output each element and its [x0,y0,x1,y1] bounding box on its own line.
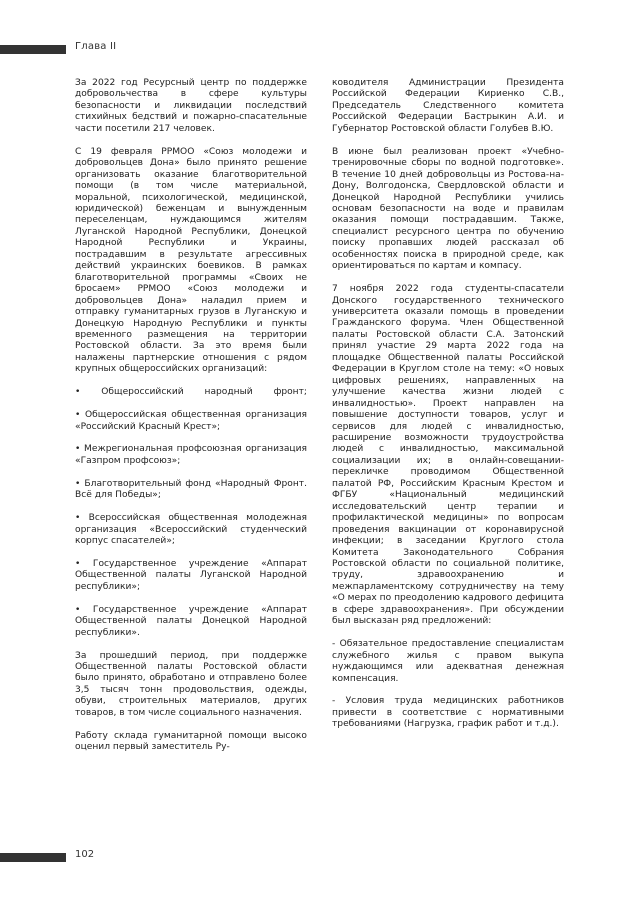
paragraph: 7 ноября 2022 года студенты-спасатели Донского государственного технического университета оказали помощь в проведении Гражданского форума. Член Общественной палаты Ростовской области С.А. Затонский принял участие 29 марта 2022 года на площадке Общественной палаты Российской Федерации в Круглом столе на тему: «О новых цифровых решениях, направленных на улучшение качества жизни людей с инвалидностью». Проект направлен на повышение доступности товаров, услуг и сервисов для людей с инвалидностью, расширение возможности трудоустройства людей с инвалидностью, максимальной социализации их; в онлайн-совещании-перекличке проводимом Общественной палатой РФ, Российским Красным Крестом и ФГБУ «Национальный медицинский исследовательский центр терапии и профилактической медицины» по вопросам проведения вакцинации от коронавирусной инфекции; в заседании Круглого стола Комитета Законодательного Собрания Ростовской области по социальной политике, труду, здравоохранению и межпарламентскому сотрудничеству на тему «О мерах по преодолению кадрового дефицита в сфере здравоохранения». При обсуждении был высказан ряд предложений: [332,284,565,627]
paragraph: ководителя Администрации Президента Российской Федерации Кириенко С.В., Председатель Следственного комитета Российской Федерации Бастрыкин А.И. и Губернатор Ростовской области Голубев В.Ю. [332,78,564,134]
list-item: • Государственное учреждение «Аппарат Общественной палаты Донецкой Народной республики». [75,604,307,638]
left-column [75,78,307,765]
list-item: • Государственное учреждение «Аппарат Общественной палаты Луганской Народной республики»; [75,558,307,592]
paragraph: - Условия труда медицинских работников привести в соответствие с нормативными требованиями (Нагрузка, график работ и т.д.). [332,696,564,730]
chapter-title: Глава II [75,41,117,52]
list-item: • Всероссийская общественная молодежная организация «Всероссийский студенческий корпус спасателей»; [75,513,307,547]
list-item: • Межрегиональная профсоюзная организация «Газпром профсоюз»; [75,444,307,466]
paragraph: - Обязательное предоставление специалистам служебного жилья с правом выкупа нуждающимся или адекватная денежная компенсация. [332,639,564,684]
paragraph: С 19 февраля РРМОО «Союз молодежи и добровольцев Дона» было принято решение организовать оказание благотворительной помощи (в том числе материальной, моральной, психологической, медицинской, юридической) беженцам и вынужденным переселенцам, нуждающимся жителям Луганской Народной Республики, Донецкой Народной Республики и Украины, пострадавшим в результате агрессивных действий украинских боевиков. В рамках благотворительной программы «Своих не бросаем» РРМОО «Союз молодежи и добровольцев Дона» наладил прием и отправку гуманитарных грузов в Луганскую и Донецкую Народную Республики и пункты временного размещения на территории Ростовской области. За это время были налажены партнерские отношения с рядом крупных общероссийских организаций: [75,146,307,375]
paragraph: За 2022 год Ресурсный центр по поддержке добровольчества в сфере культуры безопасности и ликвидации последствий стихийных бедствий и пожарно-спасательные части посетили 217 человек. [75,78,307,134]
paragraph: Работу склада гуманитарной помощи высоко оценил первый заместитель Ру- [75,730,307,753]
list-item: • Общероссийский народный фронт; [75,387,307,398]
right-column [332,78,564,742]
page-number: 102 [75,849,95,860]
header-bar [0,45,66,54]
paragraph: В июне был реализован проект «Учебно-тренировочные сборы по водной подготовке». В течение 10 дней добровольцы из Ростова-на-Дону, Волгодонска, Свердловской области и Донецкой Народной Республики учились основам безопасности на воде и правилам оказания помощи пострадавшим. Также, специалист ресурсного центра по обучению поиску пропавших людей рассказал об особенностях поиска в природной среде, как ориентироваться по картам и компасу. [332,146,564,272]
footer-bar [0,853,66,862]
paragraph: За прошедший период, при поддержке Общественной палаты Ростовской области было принято, обработано и отправлено более 3,5 тысяч тонн продовольствия, одежды, обуви, строительных материалов, других товаров, в том числе социального назначения. [75,650,307,718]
list-item: • Благотворительный фонд «Народный Фронт. Всё для Победы»; [75,478,307,501]
list-item: • Общероссийская общественная организация «Российский Красный Крест»; [75,410,307,432]
